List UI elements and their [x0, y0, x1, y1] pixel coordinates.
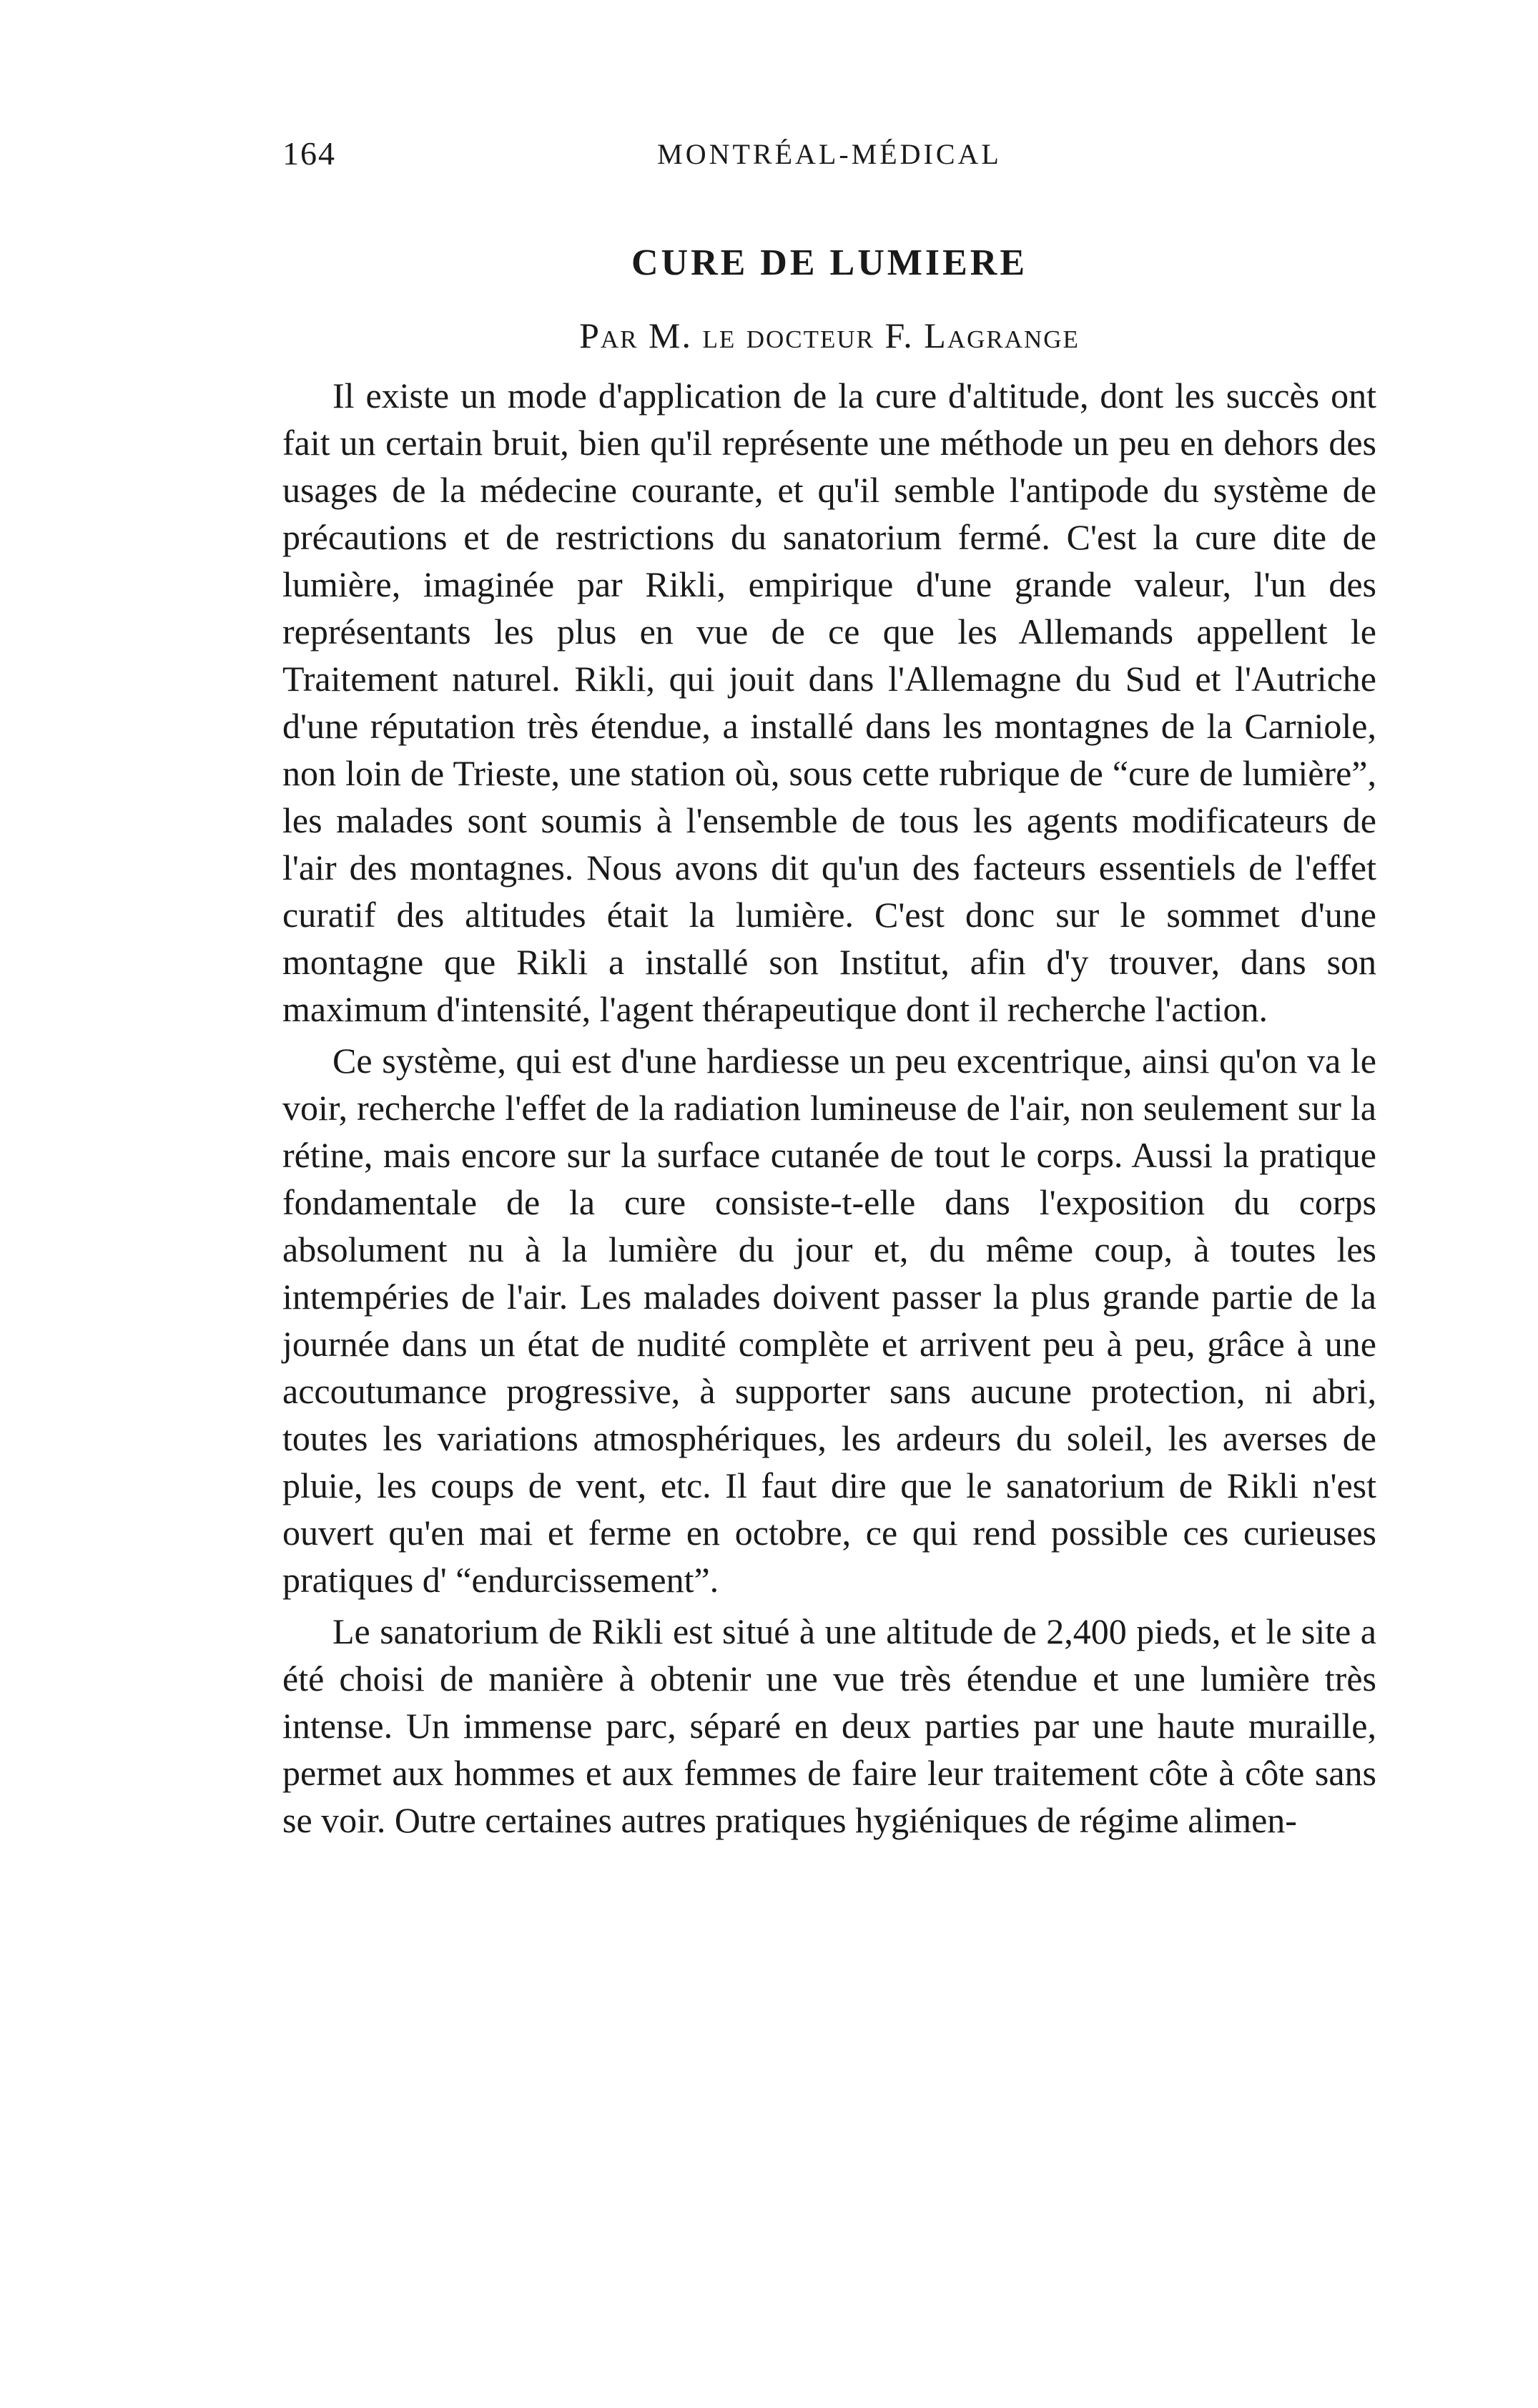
page-number: 164: [282, 135, 336, 172]
author-byline: Par M. le docteur F. Lagrange: [579, 315, 1080, 355]
running-header: [282, 134, 1376, 177]
paragraph: Le sanatorium de Rikli est situé à une altitude de 2,400 pieds, et le site a été choisi de manière à obtenir une vue très étendue et une lumière très intense. Un immense parc, séparé en deux parties par une haute muraille, permet aux hommes et aux femmes de faire leur traitement côte à côte sans se voir. Outre certaines autres pratiques hygiéniques de régime alimen-: [282, 1611, 1376, 1840]
article-title: CURE DE LUMIERE: [631, 242, 1028, 283]
paragraph: Il existe un mode d'application de la cure d'altitude, dont les succès ont fait un certain bruit, bien qu'il représente une méthode un peu en dehors des usages de la médecine courante, et qu'il semble l'antipode du système de précautions et de restrictions du sanatorium fermé. C'est la cure dite de lumière, imaginée par Rikli, empirique d'une grande valeur, l'un des représentants les plus en vue de ce que les Allemands appellent le Traitement naturel. Rikli, qui jouit dans l'Allemagne du Sud et l'Autriche d'une réputation très étendue, a installé dans les montagnes de la Carniole, non loin de Trieste, une station où, sous cette rubrique de “cure de lumière”, les malades sont soumis à l'ensemble de tous les agents modificateurs de l'air des montagnes. Nous avons dit qu'un des facteurs essentiels de l'effet curatif des altitudes était la lumière. C'est donc sur le sommet d'une montagne que Rikli a installé son Institut, afin d'y trouver, dans son maximum d'intensité, l'agent thérapeutique dont il recherche l'action.: [282, 375, 1376, 1029]
article-body: [282, 372, 1376, 1844]
journal-title: MONTRÉAL-MÉDICAL: [657, 138, 1002, 170]
paragraph: Ce système, qui est d'une hardiesse un peu excentrique, ainsi qu'on va le voir, recherche l'effet de la radiation lumineuse de l'air, non seulement sur la rétine, mais encore sur la surface cutanée de tout le corps. Aussi la pratique fondamentale de la cure consiste-t-elle dans l'exposition du corps absolument nu à la lumière du jour et, du même coup, à toutes les intempéries de l'air. Les malades doivent passer la plus grande partie de la journée dans un état de nudité complète et arrivent peu à peu, grâce à une accoutumance progressive, à supporter sans aucune protection, ni abri, toutes les variations atmosphériques, les ardeurs du soleil, les averses de pluie, les coups de vent, etc. Il faut dire que le sanatorium de Rikli n'est ouvert qu'en mai et ferme en octobre, ce qui rend possible ces curieuses pratiques d' “endurcissement”.: [282, 1041, 1376, 1600]
